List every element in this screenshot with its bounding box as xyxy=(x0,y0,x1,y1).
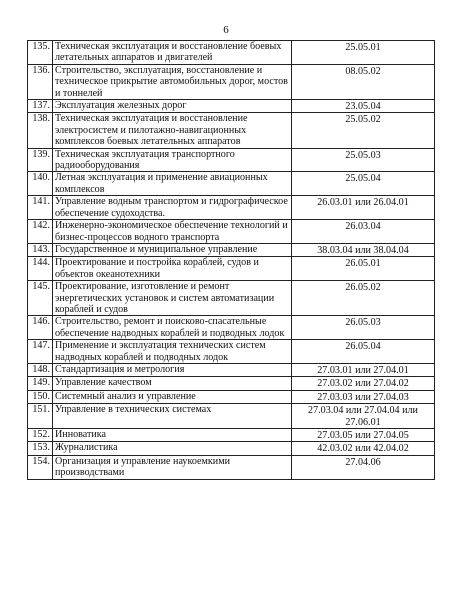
row-number: 145. xyxy=(28,281,53,316)
table-row xyxy=(28,172,435,196)
specialty-name: Техническая эксплуатация транспортного радиооборудования xyxy=(53,148,292,172)
specialty-code xyxy=(292,363,435,376)
row-number: 143. xyxy=(28,243,53,256)
table-row xyxy=(28,281,435,316)
specialty-code xyxy=(292,377,435,390)
specialty-code xyxy=(292,64,435,99)
row-number: 148. xyxy=(28,363,53,376)
specialty-code xyxy=(292,41,435,65)
specialty-code-text: 26.05.02 xyxy=(345,282,381,294)
specialty-name: Инженерно-экономическое обеспечение технологий и бизнес-процессов водного транспорта xyxy=(53,220,292,244)
specialty-code-text: 26.03.01 или 26.04.01 xyxy=(317,197,409,209)
specialty-code-text: 25.05.03 xyxy=(345,149,381,161)
table-row xyxy=(28,220,435,244)
specialty-code xyxy=(292,148,435,172)
specialty-code xyxy=(292,455,435,479)
table-row xyxy=(28,196,435,220)
specialty-code xyxy=(292,340,435,364)
table-row xyxy=(28,100,435,113)
specialty-name: Инноватика xyxy=(53,429,292,442)
specialty-code-text: 42.03.02 или 42.04.02 xyxy=(317,443,409,455)
row-number: 146. xyxy=(28,316,53,340)
specialty-code-text: 25.05.02 xyxy=(345,114,381,126)
specialty-code xyxy=(292,390,435,403)
row-number: 140. xyxy=(28,172,53,196)
specialty-code xyxy=(292,100,435,113)
specialty-name: Управление в технических системах xyxy=(53,404,292,429)
specialty-code xyxy=(292,243,435,256)
specialty-code xyxy=(292,220,435,244)
table-row xyxy=(28,390,435,403)
specialty-name: Проектирование, изготовление и ремонт энергетических установок и систем автоматизации кораблей и судов xyxy=(53,281,292,316)
table-row xyxy=(28,257,435,281)
row-number: 141. xyxy=(28,196,53,220)
row-number: 150. xyxy=(28,390,53,403)
specialty-name: Летная эксплуатация и применение авиационных комплексов xyxy=(53,172,292,196)
table-row xyxy=(28,442,435,455)
specialty-code-text: 27.03.01 или 27.04.01 xyxy=(317,364,409,376)
specialty-name: Государственное и муниципальное управление xyxy=(53,243,292,256)
row-number: 138. xyxy=(28,113,53,148)
specialty-code-text: 26.03.04 xyxy=(345,221,381,233)
specialty-code xyxy=(292,281,435,316)
table-body xyxy=(28,41,435,480)
specialty-code-text: 27.03.03 или 27.04.03 xyxy=(317,391,409,403)
specialty-code xyxy=(292,172,435,196)
specialty-name: Управление водным транспортом и гидрографическое обеспечение судоходства. xyxy=(53,196,292,220)
specialty-name: Техническая эксплуатация и восстановление электросистем и пилотажно-навигационных комплексов боевых летательных аппаратов xyxy=(53,113,292,148)
table-row xyxy=(28,316,435,340)
specialty-name: Системный анализ и управление xyxy=(53,390,292,403)
table-row xyxy=(28,243,435,256)
row-number: 144. xyxy=(28,257,53,281)
specialty-name: Применение и эксплуатация технических систем надводных кораблей и подводных лодок xyxy=(53,340,292,364)
specialty-name: Организация и управление наукоемкими производствами xyxy=(53,455,292,479)
specialty-code-text: 27.03.04 или 27.04.04 или 27.06.01 xyxy=(308,405,418,428)
specialty-name: Журналистика xyxy=(53,442,292,455)
specialty-code-text: 08.05.02 xyxy=(345,65,381,77)
table-row xyxy=(28,41,435,65)
row-number: 136. xyxy=(28,64,53,99)
table-row xyxy=(28,113,435,148)
row-number: 137. xyxy=(28,100,53,113)
table-row xyxy=(28,64,435,99)
specialty-code-text: 23.05.04 xyxy=(345,101,381,113)
specialty-name: Строительство, ремонт и поисково-спасательные обеспечение надводных кораблей и подводных лодок xyxy=(53,316,292,340)
specialties-table xyxy=(27,40,435,480)
row-number: 151. xyxy=(28,404,53,429)
table-row xyxy=(28,404,435,429)
specialty-name: Проектирование и постройка кораблей, судов и объектов океанотехники xyxy=(53,257,292,281)
row-number: 153. xyxy=(28,442,53,455)
specialty-code-text: 25.05.04 xyxy=(345,173,381,185)
table-row xyxy=(28,455,435,479)
specialty-code xyxy=(292,404,435,429)
specialty-code xyxy=(292,196,435,220)
specialty-name: Управление качеством xyxy=(53,377,292,390)
specialty-code xyxy=(292,429,435,442)
specialty-code-text: 27.03.05 или 27.04.05 xyxy=(317,430,409,441)
specialty-name: Строительство, эксплуатация, восстановление и техническое прикрытие автомобильных дорог, мостов и тоннелей xyxy=(53,64,292,99)
table-row xyxy=(28,148,435,172)
table-row xyxy=(28,340,435,364)
specialty-code-text: 25.05.01 xyxy=(345,42,381,53)
specialty-name: Эксплуатация железных дорог xyxy=(53,100,292,113)
row-number: 147. xyxy=(28,340,53,364)
specialty-code-text: 26.05.01 xyxy=(345,258,381,270)
specialty-code-text: 26.05.04 xyxy=(345,341,381,353)
row-number: 139. xyxy=(28,148,53,172)
specialty-code-text: 27.03.02 или 27.04.02 xyxy=(317,378,409,390)
table-row xyxy=(28,363,435,376)
specialty-code-text: 38.03.04 или 38.04.04 xyxy=(317,244,409,256)
page-number: 6 xyxy=(223,24,229,36)
row-number: 135. xyxy=(28,41,53,65)
specialty-code xyxy=(292,113,435,148)
table-row xyxy=(28,377,435,390)
specialty-name: Техническая эксплуатация и восстановление боевых летательных аппаратов и двигателей xyxy=(53,41,292,65)
specialty-code-text: 27.04.06 xyxy=(345,456,381,468)
specialty-code xyxy=(292,316,435,340)
table-row xyxy=(28,429,435,442)
specialty-code xyxy=(292,442,435,455)
row-number: 142. xyxy=(28,220,53,244)
row-number: 149. xyxy=(28,377,53,390)
specialty-code xyxy=(292,257,435,281)
specialty-name: Стандартизация и метрология xyxy=(53,363,292,376)
row-number: 154. xyxy=(28,455,53,479)
row-number: 152. xyxy=(28,429,53,442)
specialty-code-text: 26.05.03 xyxy=(345,317,381,329)
